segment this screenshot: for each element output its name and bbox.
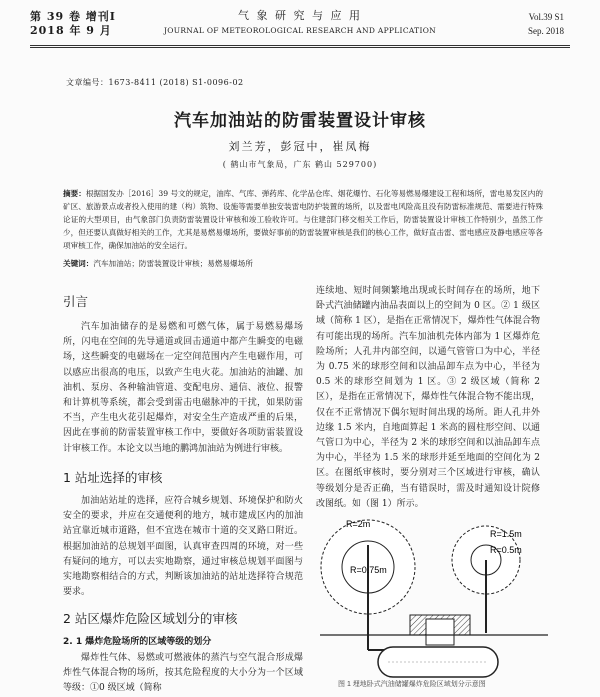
manhole-well <box>426 619 454 645</box>
label-r05: R=0.5m <box>490 545 522 555</box>
zone-diagram-figure <box>318 515 550 688</box>
header-rule-thin <box>30 47 570 48</box>
header-left <box>30 10 116 38</box>
section1-heading: 1 站址选择的审核 <box>63 470 163 485</box>
keywords <box>63 257 543 270</box>
section2-heading: 2 站区爆炸危险区域划分的审核 <box>63 611 238 626</box>
right-column-body <box>316 284 540 512</box>
label-r2: R=2m <box>346 519 371 529</box>
volume-en: Vol.39 S1 <box>528 12 564 22</box>
intro-heading: 引言 <box>63 294 89 309</box>
section1-paragraph: 加油站站址的选择，应符合城乡规划、环境保护和防火安全的要求，并应在交通便利的地方，城市建成区内的加油站宜靠近城市道路，但不宜选在城市十道的交叉路口附近。根据加油站的总规划平面图，认真审查四周的环境，对一些有疑问的地方，可以去实地勘察，通过审核总规划平面图与实地勘察相结合的方式，判断该加油站的站址选择符合规范要求。 <box>63 496 303 598</box>
abstract-text: 根据国发办［2016］39 号文的规定，油库、气库、弹药库、化学品仓库、烟花爆竹、石化等易燃易爆建设工程和场所，雷电易发区内的矿区、旅游景点或者投入使用的建（构）筑物、设施等需要单独安装雷电防护装置的场所，以及雷电风险高且没有防雷标准规范、需要进行特殊论证的大型项目，由气象部门负责防雷装置设计审核和竣工验收许可。与住建部门移交相关工作后，防雷装置设计审核工作特别少，虽然工作少，但还要认真做好相关的工作，尤其是易燃易爆场所，要做好事前的防雷装置审核是我们的核心工作，做好直击雷、雷电感应及静电感应等各项审核工作，确保加油站的安全运行。 <box>63 189 543 250</box>
keywords-text: 汽车加油站；防雷装置设计审核；易燃易爆场所 <box>93 259 253 268</box>
right-column-paragraph: 连续地、短时间频繁地出现或长时间存在的场所，地下卧式汽油储罐内油品表面以上的空间为 0 区。② 1 级区域（简称 1 区），是指在正常情况下，爆炸性气体混合物有可能出现的场所。汽车加油机壳体内部为 1 区爆炸危险场所；人孔井内部空间，以通气管管口为中心，半径为 0.75 米的球形空间和以油品卸车点为中心，半径为 0.5 米的球形空间划为 1 区。③ 2 级区域（简称 2 区），是指在正常情况下，爆炸性气体混合物不能出现，仅在不正常情况下偶尔短时间出现的场所。距人孔井外边缘 1.5 米内，自地面算起 1 米高的圆柱形空间、以通气管口为中心，半径为 2 米的球形空间和以油品卸车点为中心，半径为 1.5 米的球形并延至地面的空间化为 2 区。在图纸审核时，要分别对三个区域进行审核，确认等级划分是否正确，当有错误时，需及时通知设计院修改图纸。如（图 1）所示。 <box>316 286 540 509</box>
journal-title-en: JOURNAL OF METEOROLOGICAL RESEARCH AND APPLICATION <box>163 26 437 35</box>
authors: 刘兰芳，彭冠中，崔凤梅 <box>228 140 372 153</box>
paper-title: 汽车加油站的防雷装置设计审核 <box>174 111 426 131</box>
label-r075: R=0.75m <box>350 565 387 575</box>
header-center <box>150 8 450 38</box>
figure-caption: 图 1 埋地卧式汽油储罐爆炸危险区域划分示意图 <box>338 681 486 688</box>
date-en: Sep. 2018 <box>528 26 564 36</box>
keywords-label: 关键词： <box>63 259 94 268</box>
abstract-label: 摘要： <box>63 189 86 198</box>
date-cn: 2018 年 9 月 <box>30 24 112 37</box>
subsection21-heading: 2. 1 爆炸危险场所的区域等级的划分 <box>63 637 212 647</box>
journal-title-cn: 气 象 研 究 与 应 用 <box>238 9 362 22</box>
subsection21-body <box>63 651 303 697</box>
label-r15: R=1.5m <box>490 529 522 539</box>
volume-cn: 第 39 卷 增刊Ⅰ <box>30 10 116 23</box>
intro-body <box>63 320 303 457</box>
article-number: 文章编号：1673-8411 (2018) S1-0096-02 <box>66 78 244 87</box>
intro-paragraph: 汽车加油储存的是易燃和可燃气体，属于易燃易爆场所，闪电在空间的先导通道或回击通道中都产生瞬变的电磁场，这些瞬变的电磁场在一定空间范围内产生电磁作用，可以感应出很高的电压，以致产生电火花。加油站的油罐、加油机、泵房、各种输油管道、变配电房、通信、液位、报警和计算机等系统，都会受到雷击电磁脉冲的干扰，如果防雷不当，产生电火花引起爆炸，对安全生产造成严重的后果，因此在事前的防雷装置审核工作中，要做好各项防雷装置设计审核工作。本论文以当地的鹏鸿加油站为例进行审核。 <box>63 322 303 454</box>
affiliation: ( 鹤山市气象局，广东 鹤山 529700) <box>222 160 378 169</box>
section1-body <box>63 494 303 600</box>
header-rule <box>30 45 570 46</box>
abstract <box>63 187 543 252</box>
header-right <box>528 10 564 38</box>
subsection21-paragraph: 爆炸性气体、易燃或可燃液体的蒸汽与空气混合形成爆炸性气体混合物的场所，按其危险程度的大小分为一个区域等级：①0 级区域（简称 <box>63 653 303 694</box>
